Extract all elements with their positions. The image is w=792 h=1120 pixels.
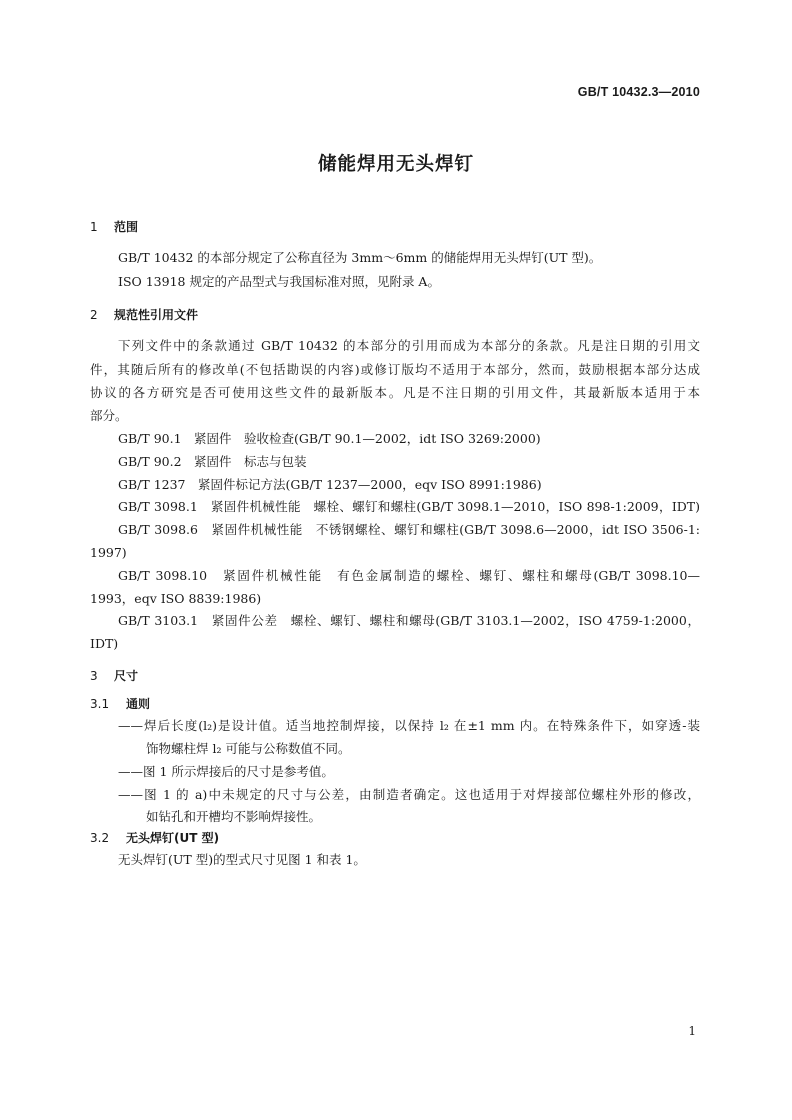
reference-item: GB/T 1237 紧固件标记方法(GB/T 1237—2000，eqv ISO 8991:1986) bbox=[118, 477, 542, 492]
dash-item-cont: 如钻孔和开槽均不影响焊接性。 bbox=[146, 809, 322, 824]
subsection-number: 3.2 bbox=[90, 831, 110, 845]
standard-number: GB/T 10432.3—2010 bbox=[577, 85, 700, 99]
subsection-3-2-heading bbox=[90, 830, 219, 846]
subsection-3-1-heading bbox=[90, 696, 150, 712]
page-title: 储能焊用无头焊钉 bbox=[317, 154, 474, 175]
page-number: 1 bbox=[688, 1024, 696, 1038]
section-number: 2 bbox=[90, 308, 98, 322]
subsection-number: 3.1 bbox=[90, 697, 110, 711]
section-1-heading bbox=[90, 219, 138, 235]
paragraph-line: 部分。 bbox=[90, 408, 128, 423]
reference-item-cont: 1993，eqv ISO 8839:1986) bbox=[90, 591, 262, 606]
section-title: 范围 bbox=[114, 220, 139, 234]
section-number: 1 bbox=[90, 220, 98, 234]
section-title: 尺寸 bbox=[114, 669, 139, 683]
paragraph-line: 下列文件中的条款通过 GB/T 10432 的本部分的引用而成为本部分的条款。凡是注日期的引用文 bbox=[118, 338, 700, 353]
section-2-heading bbox=[90, 307, 198, 323]
reference-item: GB/T 3098.1 紧固件机械性能 螺栓、螺钉和螺柱(GB/T 3098.1—2010，ISO 898-1:2009，IDT) bbox=[118, 499, 700, 514]
section-number: 3 bbox=[90, 669, 98, 683]
dash-item: ——图 1 的 a)中未规定的尺寸与公差，由制造者确定。这也适用于对焊接部位螺柱外形的修改， bbox=[118, 787, 700, 802]
reference-item: GB/T 3098.6 紧固件机械性能 不锈钢螺栓、螺钉和螺柱(GB/T 3098.6—2000，idt ISO 3506-1: bbox=[118, 522, 700, 537]
reference-item: GB/T 90.1 紧固件 验收检查(GB/T 90.1—2002，idt ISO 3269:2000) bbox=[118, 431, 541, 446]
reference-item: GB/T 3103.1 紧固件公差 螺栓、螺钉、螺柱和螺母(GB/T 3103.1—2002，ISO 4759-1:2000， bbox=[118, 613, 700, 628]
subsection-title: 无头焊钉(UT 型) bbox=[126, 831, 220, 845]
section-3-heading bbox=[90, 668, 138, 684]
dash-item: ——图 1 所示焊接后的尺寸是参考值。 bbox=[118, 764, 334, 779]
subsection-title: 通则 bbox=[126, 697, 151, 711]
paragraph: GB/T 10432 的本部分规定了公称直径为 3mm～6mm 的储能焊用无头焊钉(UT 型)。 bbox=[118, 250, 602, 265]
paragraph-line: 协议的各方研究是否可使用这些文件的最新版本。凡是不注日期的引用文件，其最新版本适用于本 bbox=[90, 385, 700, 400]
paragraph: ISO 13918 规定的产品型式与我国标准对照，见附录 A。 bbox=[118, 274, 440, 289]
dash-item-cont: 饰物螺柱焊 l₂ 可能与公称数值不同。 bbox=[146, 741, 351, 756]
reference-item-cont: 1997) bbox=[90, 545, 127, 560]
reference-item: GB/T 3098.10 紧固件机械性能 有色金属制造的螺栓、螺钉、螺柱和螺母(GB/T 3098.10— bbox=[118, 568, 700, 583]
reference-item-cont: IDT) bbox=[90, 636, 119, 651]
paragraph: 无头焊钉(UT 型)的型式尺寸见图 1 和表 1。 bbox=[118, 852, 366, 867]
reference-item: GB/T 90.2 紧固件 标志与包装 bbox=[118, 454, 307, 469]
paragraph-line: 件，其随后所有的修改单(不包括勘误的内容)或修订版均不适用于本部分，然而，鼓励根据本部分达成 bbox=[90, 362, 700, 377]
section-title: 规范性引用文件 bbox=[114, 308, 199, 322]
dash-item: ——焊后长度(l₂)是设计值。适当地控制焊接，以保持 l₂ 在±1 mm 内。在特殊条件下，如穿透-装 bbox=[118, 718, 700, 733]
